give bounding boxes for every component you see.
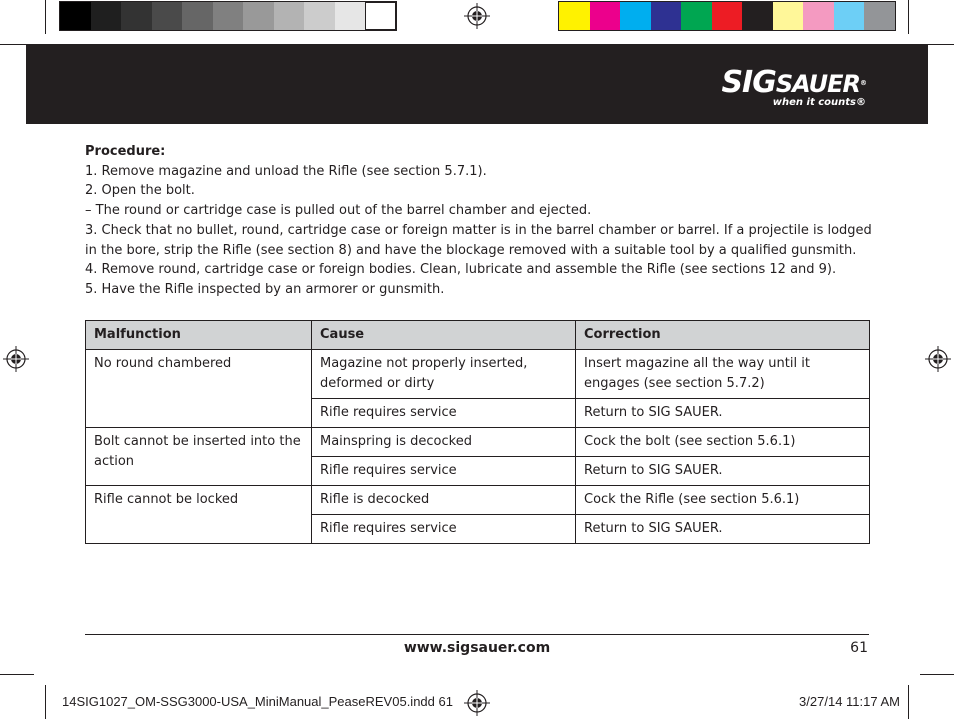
color-swatch: [864, 2, 895, 30]
color-swatch: [182, 2, 213, 30]
logo-sig: SIG: [721, 65, 776, 100]
cause-cell: Magazine not properly inserted, deformed or dirty: [312, 350, 576, 399]
sig-sauer-logo: [721, 65, 866, 108]
color-swatch: [742, 2, 773, 30]
color-swatch: [213, 2, 244, 30]
color-swatch: [590, 2, 621, 30]
crop-mark: [0, 674, 34, 675]
logo-sauer: SAUER: [775, 70, 860, 98]
crop-mark: [920, 674, 954, 675]
registration-mark-icon: [464, 3, 490, 29]
page-header: [26, 44, 928, 124]
table-header-row: [86, 321, 870, 350]
correction-cell: Cock the Rifle (see section 5.6.1): [576, 486, 870, 515]
logo-tagline: when it counts®: [772, 97, 866, 108]
correction-cell: Return to SIG SAUER.: [576, 399, 870, 428]
color-swatch: [60, 2, 91, 30]
table-row: [86, 428, 870, 457]
color-swatch: [304, 2, 335, 30]
color-swatch: [335, 2, 366, 30]
color-swatch: [773, 2, 804, 30]
color-swatch: [803, 2, 834, 30]
color-swatch: [243, 2, 274, 30]
footer-rule: [85, 634, 869, 635]
color-swatch: [681, 2, 712, 30]
cause-cell: Mainspring is decocked: [312, 428, 576, 457]
color-swatch: [712, 2, 743, 30]
print-slug-filename: 14SIG1027_OM-SSG3000-USA_MiniManual_PeaseREV05.indd 61: [62, 694, 453, 709]
color-swatch: [121, 2, 152, 30]
malfunction-cell: No round chambered: [86, 350, 312, 428]
procedure-section: [85, 142, 875, 300]
cause-cell: Rifle is decocked: [312, 486, 576, 515]
crop-mark: [908, 0, 909, 34]
cause-cell: Rifle requires service: [312, 399, 576, 428]
color-swatch: [559, 2, 590, 30]
malfunction-cell: Rifle cannot be locked: [86, 486, 312, 544]
malfunction-table: [85, 320, 870, 544]
table-row: [86, 350, 870, 399]
color-swatch: [365, 2, 396, 30]
procedure-title: Procedure:: [85, 144, 166, 159]
registration-mark-icon: [3, 346, 29, 372]
footer-website-link[interactable]: www.sigsauer.com: [403, 640, 551, 656]
header-correction: Correction: [576, 321, 870, 350]
correction-cell: Cock the bolt (see section 5.6.1): [576, 428, 870, 457]
header-malfunction: Malfunction: [86, 321, 312, 350]
color-swatch: [274, 2, 305, 30]
malfunction-cell: Bolt cannot be inserted into the action: [86, 428, 312, 486]
color-swatch: [620, 2, 651, 30]
correction-cell: Return to SIG SAUER.: [576, 457, 870, 486]
cause-cell: Rifle requires service: [312, 457, 576, 486]
procedure-step: 5. Have the Rifle inspected by an armorer or gunsmith.: [85, 281, 445, 297]
registration-mark-icon: [925, 346, 951, 372]
page-number: 61: [850, 640, 868, 656]
crop-mark: [45, 0, 46, 34]
table-row: [86, 486, 870, 515]
procedure-step: 1. Remove magazine and unload the Rifle (see section 5.7.1).: [85, 163, 487, 179]
procedure-step: 4. Remove round, cartridge case or foreign bodies. Clean, lubricate and assemble the Rifle (see sections 12 and 9).: [85, 262, 837, 278]
procedure-step: 3. Check that no bullet, round, cartridge case or foreign matter is in the barrel chamber or barrel. If a projectile is lodged in the bore, strip the Rifle (see section 8) and have the blockage removed with a suitable tool by a qualified gunsmith.: [85, 222, 872, 258]
procedure-step: 2. Open the bolt.: [85, 183, 195, 199]
procedure-step: – The round or cartridge case is pulled out of the barrel chamber and ejected.: [85, 203, 592, 219]
header-cause: Cause: [312, 321, 576, 350]
color-swatch: [834, 2, 865, 30]
cause-cell: Rifle requires service: [312, 515, 576, 544]
correction-cell: Insert magazine all the way until it engages (see section 5.7.2): [576, 350, 870, 399]
registration-mark-icon: [464, 690, 490, 716]
color-swatch: [651, 2, 682, 30]
crop-mark: [45, 685, 46, 719]
color-swatch: [91, 2, 122, 30]
color-swatch: [152, 2, 183, 30]
print-slug-timestamp: 3/27/14 11:17 AM: [799, 694, 900, 709]
logo-trademark: ®: [860, 79, 866, 87]
crop-mark: [908, 685, 909, 719]
correction-cell: Return to SIG SAUER.: [576, 515, 870, 544]
